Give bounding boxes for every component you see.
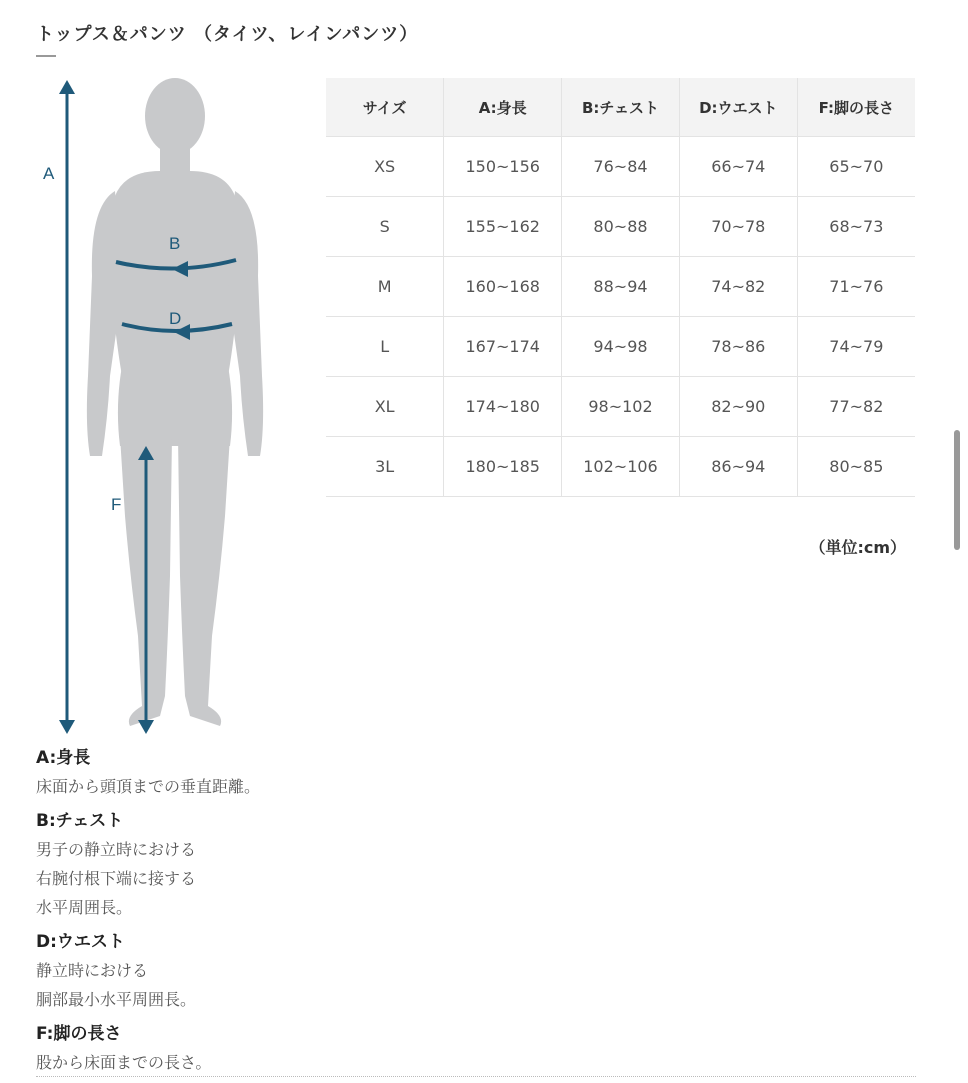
definition-waist: [36, 928, 436, 1014]
table-cell: 3L: [326, 437, 444, 497]
table-cell: 65~70: [797, 137, 915, 197]
table-cell: 155~162: [444, 197, 562, 257]
label-b: B: [169, 234, 181, 253]
table-cell: XL: [326, 377, 444, 437]
table-row: [326, 137, 915, 197]
label-d: D: [169, 309, 182, 328]
body-measurement-figure: [30, 76, 290, 736]
definition-text: 股から床面までの長さ。: [36, 1053, 212, 1072]
table-cell: 66~74: [679, 137, 797, 197]
table-cell: 77~82: [797, 377, 915, 437]
table-cell: 80~88: [562, 197, 680, 257]
header-leg-length: F:脚の長さ: [797, 78, 915, 137]
definition-text: 右腕付根下端に接する: [36, 869, 197, 888]
unit-note: （単位:cm）: [809, 538, 906, 557]
table-cell: 98~102: [562, 377, 680, 437]
table-cell: 76~84: [562, 137, 680, 197]
definition-title: B:チェスト: [36, 811, 124, 831]
scrollbar-thumb[interactable]: [954, 430, 960, 550]
page-title: トップス＆パンツ （タイツ、レインパンツ）: [36, 24, 419, 45]
table-cell: 71~76: [797, 257, 915, 317]
definition-chest: [36, 807, 436, 922]
table-header-row: [326, 78, 915, 137]
definition-title: A:身長: [36, 748, 91, 768]
definition-text: 胴部最小水平周囲長。: [36, 990, 197, 1009]
definition-title: D:ウエスト: [36, 932, 125, 952]
definition-text: 静立時における: [36, 961, 149, 980]
height-arrow: [59, 80, 75, 734]
table-cell: 68~73: [797, 197, 915, 257]
label-a: A: [43, 164, 55, 183]
table-cell: 74~79: [797, 317, 915, 377]
human-body-figure-icon: [30, 76, 290, 736]
header-size: サイズ: [326, 78, 444, 137]
definition-title: F:脚の長さ: [36, 1024, 122, 1044]
table-cell: S: [326, 197, 444, 257]
table-cell: 180~185: [444, 437, 562, 497]
table-row: [326, 377, 915, 437]
table-cell: 82~90: [679, 377, 797, 437]
human-silhouette: [87, 78, 263, 726]
definition-text: 床面から頭頂までの垂直距離。: [36, 777, 261, 796]
definition-text: 水平周囲長。: [36, 898, 133, 917]
table-row: [326, 197, 915, 257]
table-row: [326, 257, 915, 317]
table-cell: 74~82: [679, 257, 797, 317]
table-cell: L: [326, 317, 444, 377]
table-cell: 78~86: [679, 317, 797, 377]
definitions-list: [36, 744, 436, 1083]
table-row: [326, 317, 915, 377]
table-cell: 102~106: [562, 437, 680, 497]
table-cell: 160~168: [444, 257, 562, 317]
definition-text: 男子の静立時における: [36, 840, 197, 859]
title-divider: [36, 55, 56, 57]
bottom-divider: [36, 1076, 916, 1077]
definition-leg-length: [36, 1020, 436, 1077]
table-cell: 174~180: [444, 377, 562, 437]
table-cell: 150~156: [444, 137, 562, 197]
table-cell: 94~98: [562, 317, 680, 377]
table-cell: 80~85: [797, 437, 915, 497]
table-cell: M: [326, 257, 444, 317]
size-table: [326, 78, 915, 497]
definition-height: [36, 744, 436, 801]
header-chest: B:チェスト: [562, 78, 680, 137]
header-height: A:身長: [444, 78, 562, 137]
table-cell: 70~78: [679, 197, 797, 257]
table-cell: 86~94: [679, 437, 797, 497]
table-cell: 167~174: [444, 317, 562, 377]
label-f: F: [111, 495, 122, 514]
table-row: [326, 437, 915, 497]
table-cell: 88~94: [562, 257, 680, 317]
table-cell: XS: [326, 137, 444, 197]
header-waist: D:ウエスト: [679, 78, 797, 137]
